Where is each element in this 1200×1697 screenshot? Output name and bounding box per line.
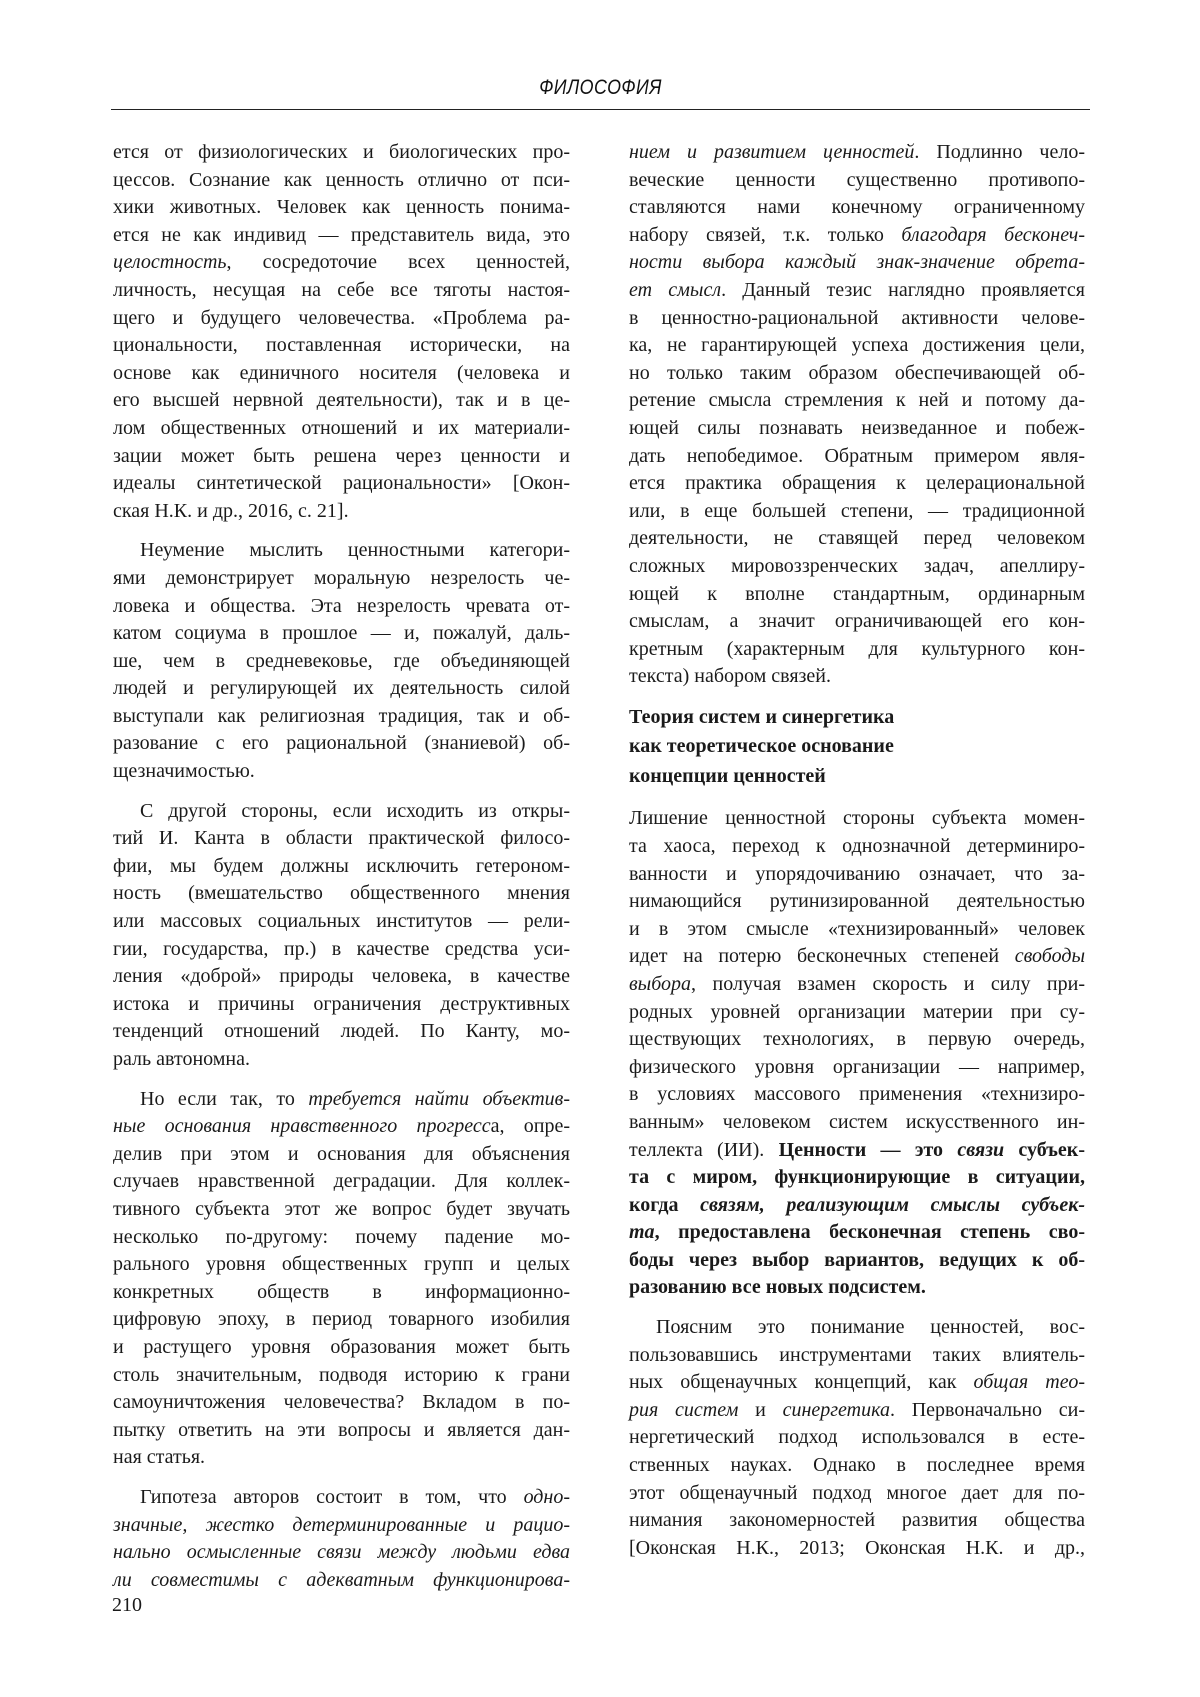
text-run: набору связей, т.к. только <box>629 224 901 246</box>
text-line <box>629 470 1085 498</box>
text-line <box>629 1342 1085 1370</box>
text-run: тенденций отношений людей. По Канту, мо- <box>113 1020 570 1042</box>
text-run: идет на потерю бесконечных степеней <box>629 945 1015 967</box>
text-line <box>113 443 570 471</box>
text-run: ше, чем в средневековье, где объединяющей <box>113 650 570 672</box>
text-run: родных уровней организации материи при су- <box>629 1001 1085 1023</box>
text-line <box>113 1046 570 1074</box>
text-run: деятельности, не ставящей перед человеком <box>629 527 1085 549</box>
text-run: или массовых социальных институтов — рели- <box>113 910 570 932</box>
text-run: . Первоначально си- <box>890 1399 1085 1421</box>
text-run: . Подлинно чело- <box>914 141 1085 163</box>
text-line <box>629 1081 1085 1109</box>
text-line <box>113 1484 570 1512</box>
text-run: Гипотеза авторов состоит в том, что <box>140 1486 524 1508</box>
text-line <box>113 1113 570 1141</box>
text-line <box>113 360 570 388</box>
section-heading-line: Теория систем и синергетика <box>629 703 1085 733</box>
text-run: столь значительным, подводя историю к грани <box>113 1364 570 1386</box>
text-run: ющей к вполне стандартным, ординарным <box>629 583 1085 605</box>
text-run: самоуничтожения человечества? Вкладом в по- <box>113 1391 570 1413</box>
text-run: катом социума в прошлое — и, пожалуй, даль- <box>113 622 570 644</box>
paragraph <box>113 1484 570 1594</box>
text-line <box>629 1369 1085 1397</box>
right-column-text-top <box>629 139 1085 691</box>
text-run: пользовавшись инструментами таких влиятель- <box>629 1344 1085 1366</box>
text-run: текста) набором связей. <box>629 665 831 687</box>
text-line <box>629 1109 1085 1137</box>
text-line <box>629 608 1085 636</box>
text-line <box>113 991 570 1019</box>
text-line <box>629 277 1085 305</box>
paragraph <box>113 537 570 785</box>
text-line <box>629 305 1085 333</box>
text-line <box>113 648 570 676</box>
text-run: гии, государства, пр.) в качестве средства уси- <box>113 938 570 960</box>
section-heading-line: как теоретическое основание <box>629 732 1085 762</box>
text-run: веческие ценности существенно противопо- <box>629 169 1085 191</box>
bold-text: Ценности — это <box>779 1139 958 1161</box>
right-column-text-bottom <box>629 805 1085 1562</box>
text-run: Лишение ценностной стороны субъекта момен- <box>629 807 1085 829</box>
italic-text: общая тео- <box>974 1371 1086 1393</box>
text-run: ления «доброй» природы человека, в качестве <box>113 965 570 987</box>
text-line <box>629 581 1085 609</box>
text-run: , сосредоточие всех ценностей, <box>227 251 570 273</box>
text-line <box>113 1168 570 1196</box>
text-line <box>113 1444 570 1472</box>
italic-text: свободы <box>1015 945 1085 967</box>
text-run: идеалы синтетической рациональности» [Окон- <box>113 472 570 494</box>
bold-text: , предоставлена бесконечная степень сво- <box>655 1221 1085 1243</box>
text-line <box>113 936 570 964</box>
text-run: ка, не гарантирующей успеха достижения цели, <box>629 334 1085 356</box>
text-run: в ценностно-рациональной активности челове- <box>629 307 1085 329</box>
text-line <box>629 415 1085 443</box>
text-line <box>113 593 570 621</box>
text-run: нимающийся рутинизированной деятельностью <box>629 890 1085 912</box>
paragraph <box>113 1086 570 1472</box>
text-line <box>113 565 570 593</box>
italic-text: ности выбора каждый знак-значение обрета- <box>629 251 1085 273</box>
text-line <box>113 1251 570 1279</box>
bold-text: боды через выбор вариантов, ведущих к об- <box>629 1249 1085 1271</box>
text-run: и <box>738 1399 782 1421</box>
text-line <box>113 222 570 250</box>
text-line <box>113 730 570 758</box>
text-run: истока и причины ограничения деструктивных <box>113 993 570 1015</box>
paragraph <box>629 1314 1085 1562</box>
italic-text: ные основания нравственного прогресс <box>113 1115 491 1137</box>
text-run: несколько по-другому: почему падение мо- <box>113 1226 570 1248</box>
text-run: ется от физиологических и биологических про- <box>113 141 570 163</box>
text-run: нергетический подход использовался в есте- <box>629 1426 1085 1448</box>
bold-italic-text: та <box>629 1221 655 1243</box>
text-run: ющей силы познавать неизведанное и побеж- <box>629 417 1085 439</box>
text-line <box>629 888 1085 916</box>
text-line <box>629 861 1085 889</box>
header-rule <box>111 109 1090 110</box>
text-line <box>113 1018 570 1046</box>
text-run: сложных мировоззренческих задач, апеллиру- <box>629 555 1085 577</box>
text-run: личность, несущая на себе все тяготы настоя- <box>113 279 570 301</box>
page-number: 210 <box>112 1594 142 1617</box>
text-run: дать непобедимое. Обратным примером явля- <box>629 445 1085 467</box>
text-line <box>113 758 570 786</box>
text-run: циональности, поставленная исторически, на <box>113 334 570 356</box>
text-run: рального уровня общественных групп и целых <box>113 1253 570 1275</box>
text-run: цессов. Сознание как ценность отлично от пси- <box>113 169 570 191</box>
text-line <box>629 249 1085 277</box>
text-run: основе как единичного носителя (человека и <box>113 362 570 384</box>
italic-text: благодаря бесконеч- <box>901 224 1085 246</box>
bold-text: разованию все новых подсистем. <box>629 1276 926 1298</box>
text-line <box>629 1535 1085 1563</box>
text-run: ставляются нами конечному ограниченному <box>629 196 1085 218</box>
text-line <box>113 798 570 826</box>
text-line <box>113 415 570 443</box>
text-line <box>629 1192 1085 1220</box>
text-run: людей и регулирующей их деятельность силой <box>113 677 570 699</box>
text-run: лом общественных отношений и их материали- <box>113 417 570 439</box>
text-run: цифровую эпоху, в период товарного изобилия <box>113 1308 570 1330</box>
text-run: Поясним это понимание ценностей, вос- <box>656 1316 1085 1338</box>
text-run: теллекта (ИИ). <box>629 1139 779 1161</box>
italic-text: рия систем <box>629 1399 738 1421</box>
section-heading-line: концепции ценностей <box>629 762 1085 792</box>
text-run: ская Н.К. и др., 2016, с. 21]. <box>113 500 349 522</box>
text-run: в условиях массового применения «технизиро- <box>629 1083 1085 1105</box>
italic-text: выбора <box>629 973 691 995</box>
text-line <box>113 963 570 991</box>
text-line <box>629 498 1085 526</box>
text-run: пытку ответить на эти вопросы и является дан- <box>113 1419 570 1441</box>
text-line <box>629 833 1085 861</box>
italic-text: нием и развитием ценностей <box>629 141 914 163</box>
italic-text: целостность <box>113 251 227 273</box>
bold-italic-text: связям, реализующим смыслы субъек- <box>700 1194 1085 1216</box>
italic-text: синергетика <box>783 1399 890 1421</box>
text-run: ная статья. <box>113 1446 205 1468</box>
bold-italic-text: связи <box>957 1139 1004 1161</box>
text-line <box>113 1417 570 1445</box>
text-run: , получая взамен скорость и силу при- <box>691 973 1085 995</box>
text-line <box>113 1389 570 1417</box>
text-run: выступали как религиозная традиция, так и об- <box>113 705 570 727</box>
text-line <box>629 999 1085 1027</box>
italic-text: ет смысл <box>629 279 721 301</box>
text-line <box>629 916 1085 944</box>
text-run: ванным» человеком систем искусственного ин- <box>629 1111 1085 1133</box>
text-line <box>629 332 1085 360</box>
text-run: ванности и упорядочиванию означает, что за- <box>629 863 1085 885</box>
text-line <box>629 943 1085 971</box>
text-line <box>113 167 570 195</box>
bold-text: когда <box>629 1194 700 1216</box>
right-column <box>629 139 1085 1574</box>
italic-text: одно- <box>524 1486 570 1508</box>
text-line <box>113 880 570 908</box>
text-line <box>113 1539 570 1567</box>
text-line <box>629 971 1085 999</box>
paragraph <box>629 139 1085 691</box>
running-head-title: ФИЛОСОФИЯ <box>184 76 1016 100</box>
text-run: щезначимостью. <box>113 760 255 782</box>
text-line <box>629 1026 1085 1054</box>
text-run: или, в еще большей степени, — традиционной <box>629 500 1085 522</box>
text-run: конкретных обществ в информационно- <box>113 1281 570 1303</box>
text-run: ется практика обращения к целерациональной <box>629 472 1085 494</box>
text-line <box>629 167 1085 195</box>
text-run: смыслам, а значит ограничивающей его кон- <box>629 610 1085 632</box>
text-line <box>113 620 570 648</box>
text-line <box>113 1362 570 1390</box>
text-line <box>629 1397 1085 1425</box>
text-line <box>113 1306 570 1334</box>
text-line <box>113 1196 570 1224</box>
text-line <box>629 1424 1085 1452</box>
text-line <box>113 1086 570 1114</box>
bold-text: та с миром, функционирующие в ситуации, <box>629 1166 1085 1188</box>
text-line <box>113 194 570 222</box>
text-run: ется не как индивид — представитель вида, это <box>113 224 570 246</box>
text-line <box>113 1224 570 1252</box>
text-line <box>629 1480 1085 1508</box>
text-run: Неумение мыслить ценностными категори- <box>140 539 570 561</box>
text-line <box>113 277 570 305</box>
text-line <box>113 703 570 731</box>
italic-text: ли совместимы с адекватным функционирова- <box>113 1569 570 1591</box>
text-line <box>629 1274 1085 1302</box>
text-run: ных общенаучных концепций, как <box>629 1371 974 1393</box>
section-heading <box>629 703 1085 792</box>
text-run: физического уровня организации — например, <box>629 1056 1085 1078</box>
text-line <box>629 1452 1085 1480</box>
text-run: тий И. Канта в области практической филосо- <box>113 827 570 849</box>
text-run: С другой стороны, если исходить из откры- <box>140 800 570 822</box>
text-line <box>629 663 1085 691</box>
text-run: раль автономна. <box>113 1048 250 1070</box>
text-run: щего и будущего человечества. «Проблема ра- <box>113 307 570 329</box>
text-line <box>629 1314 1085 1342</box>
text-line <box>113 825 570 853</box>
text-line <box>629 1164 1085 1192</box>
text-line <box>629 222 1085 250</box>
italic-text: требуется найти объектив- <box>308 1088 570 1110</box>
paragraph <box>113 139 570 525</box>
text-line <box>629 636 1085 664</box>
text-line <box>629 1137 1085 1165</box>
text-run: [Оконская Н.К., 2013; Оконская Н.К. и др., <box>629 1537 1085 1559</box>
text-line <box>629 139 1085 167</box>
text-line <box>113 1512 570 1540</box>
text-run: нимания закономерностей развития общества <box>629 1509 1085 1531</box>
text-line <box>629 1219 1085 1247</box>
text-run: ями демонстрирует моральную незрелость че- <box>113 567 570 589</box>
text-run: разование с его рациональной (знаниевой) об- <box>113 732 570 754</box>
text-run: его высшей нервной деятельности), так и в це- <box>113 389 570 411</box>
text-line <box>629 805 1085 833</box>
text-line <box>113 470 570 498</box>
text-line <box>113 908 570 936</box>
text-line <box>113 1279 570 1307</box>
text-line <box>113 332 570 360</box>
text-line <box>629 387 1085 415</box>
text-run: Но если так, то <box>140 1088 308 1110</box>
text-line <box>113 249 570 277</box>
text-line <box>113 1141 570 1169</box>
text-run: фии, мы будем должны исключить гетероном- <box>113 855 570 877</box>
text-run: этот общенаучный подход многое дает для по- <box>629 1482 1085 1504</box>
text-run: . Данный тезис наглядно проявляется <box>721 279 1085 301</box>
text-run: кретным (характерным для культурного кон- <box>629 638 1085 660</box>
text-line <box>113 537 570 565</box>
text-run: хики животных. Человек как ценность понима- <box>113 196 570 218</box>
paragraph <box>113 798 570 1074</box>
bold-text: субъек- <box>1004 1139 1085 1161</box>
text-line <box>629 194 1085 222</box>
text-run: и в этом смысле «технизированный» человек <box>629 918 1085 940</box>
text-line <box>113 853 570 881</box>
text-line <box>629 360 1085 388</box>
text-run: ловека и общества. Эта незрелость чревата от- <box>113 595 570 617</box>
text-run: случаев нравственной деградации. Для коллек- <box>113 1170 570 1192</box>
text-run: а, опре- <box>491 1115 570 1137</box>
text-line <box>113 305 570 333</box>
text-run: но только таким образом обеспечивающей об- <box>629 362 1085 384</box>
text-run: ществующих технологиях, в первую очередь, <box>629 1028 1085 1050</box>
paragraph <box>629 805 1085 1302</box>
text-line <box>113 498 570 526</box>
text-run: ность (вмешательство общественного мнения <box>113 882 570 904</box>
text-line <box>113 387 570 415</box>
text-line <box>113 675 570 703</box>
text-run: и растущего уровня образования может быть <box>113 1336 570 1358</box>
text-run: ственных науках. Однако в последнее время <box>629 1454 1085 1476</box>
text-line <box>629 525 1085 553</box>
text-run: делив при этом и основания для объяснения <box>113 1143 570 1165</box>
text-line <box>629 1054 1085 1082</box>
text-line <box>113 139 570 167</box>
text-run: тивного субъекта этот же вопрос будет звучать <box>113 1198 570 1220</box>
text-line <box>113 1567 570 1595</box>
italic-text: нально осмысленные связи между людьми едва <box>113 1541 570 1563</box>
text-run: ретение смысла стремления к ней и потому да- <box>629 389 1085 411</box>
text-line <box>629 553 1085 581</box>
text-line <box>629 1507 1085 1535</box>
text-line <box>629 1247 1085 1275</box>
text-run: зации может быть решена через ценности и <box>113 445 570 467</box>
italic-text: значные, жестко детерминированные и рацио- <box>113 1514 570 1536</box>
text-run: та хаоса, переход к однозначной детерминиро- <box>629 835 1085 857</box>
text-line <box>629 443 1085 471</box>
text-line <box>113 1334 570 1362</box>
left-column <box>113 139 570 1606</box>
